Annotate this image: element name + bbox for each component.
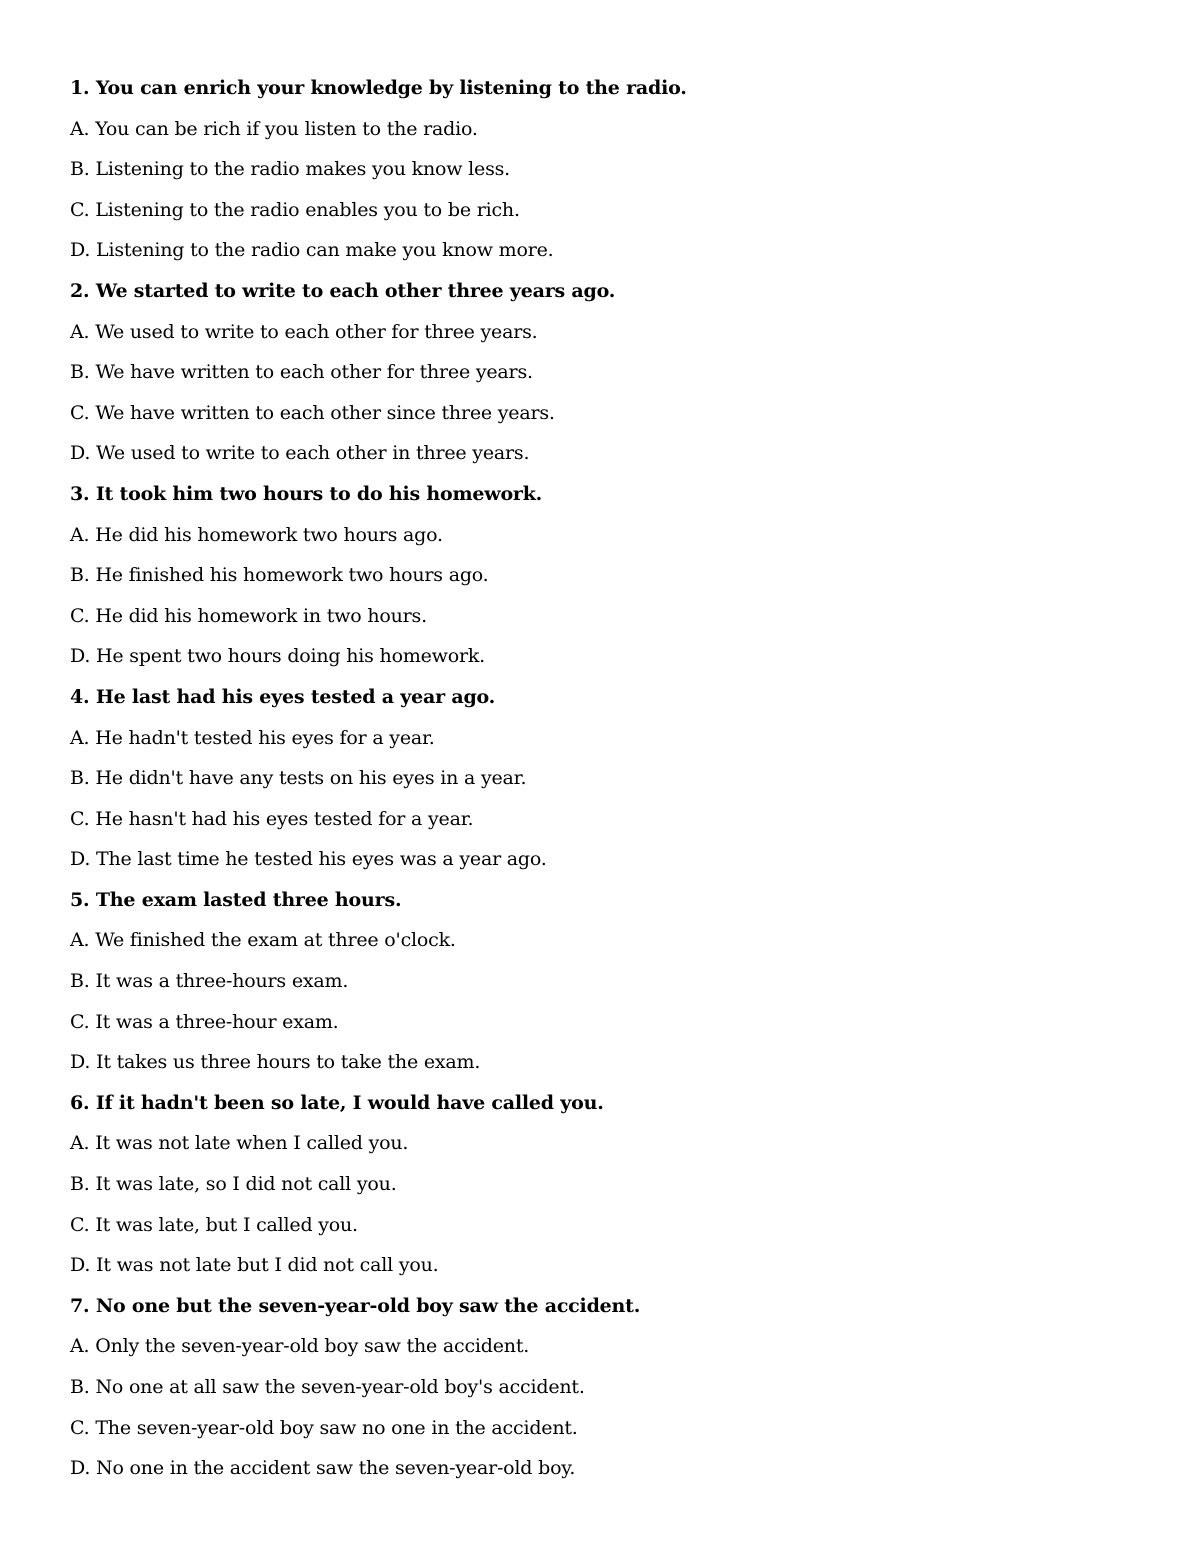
option-c: C. Listening to the radio enables you to be rich. [70,198,520,221]
option-c: C. It was a three-hour exam. [70,1010,339,1033]
question-block-1 [70,68,1130,271]
option-b: B. He finished his homework two hours ago. [70,564,489,587]
question-block-3 [70,474,1130,677]
option-a: A. We used to write to each other for three years. [70,320,538,343]
option-d: D. It takes us three hours to take the exam. [70,1051,481,1074]
option-b: B. Listening to the radio makes you know less. [70,158,511,181]
option-b: B. No one at all saw the seven-year-old boy's accident. [70,1376,585,1398]
option-a: A. He hadn't tested his eyes for a year. [70,726,435,749]
question-block-5 [70,880,1130,1083]
question-prompt: 3. It took him two hours to do his homework. [70,482,543,505]
question-block-6 [70,1083,1130,1286]
option-a: A. You can be rich if you listen to the radio. [70,117,478,140]
option-d: D. It was not late but I did not call you. [70,1254,439,1277]
option-b: B. It was late, so I did not call you. [70,1173,397,1196]
question-block-4 [70,677,1130,880]
option-b: B. He didn't have any tests on his eyes in a year. [70,767,527,790]
worksheet [70,68,1130,1489]
option-d: D. Listening to the radio can make you know more. [70,239,554,262]
question-prompt: 2. We started to write to each other three years ago. [70,279,616,302]
option-c: C. The seven-year-old boy saw no one in the accident. [70,1416,578,1439]
option-a: A. It was not late when I called you. [70,1132,409,1155]
question-prompt: 7. No one but the seven-year-old boy saw the accident. [70,1294,641,1317]
option-d: D. No one in the accident saw the seven-year-old boy. [70,1457,576,1480]
option-c: C. We have written to each other since three years. [70,401,555,424]
option-c: C. He did his homework in two hours. [70,604,427,627]
question-prompt: 4. He last had his eyes tested a year ago. [70,685,496,708]
option-a: A. He did his homework two hours ago. [70,523,443,546]
option-c: C. It was late, but I called you. [70,1213,358,1236]
option-b: B. We have written to each other for three years. [70,361,533,384]
option-d: D. He spent two hours doing his homework. [70,645,486,668]
option-d: D. We used to write to each other in three years. [70,442,530,465]
question-prompt: 5. The exam lasted three hours. [70,888,402,911]
option-a: A. Only the seven-year-old boy saw the accident. [70,1335,530,1358]
option-a: A. We finished the exam at three o'clock. [70,929,456,952]
question-block-2 [70,271,1130,474]
question-prompt: 6. If it hadn't been so late, I would have called you. [70,1091,604,1114]
option-d: D. The last time he tested his eyes was a year ago. [70,848,547,871]
option-c: C. He hasn't had his eyes tested for a year. [70,807,474,830]
question-prompt: 1. You can enrich your knowledge by listening to the radio. [70,77,687,99]
option-b: B. It was a three-hours exam. [70,970,349,993]
question-block-7 [70,1286,1130,1489]
